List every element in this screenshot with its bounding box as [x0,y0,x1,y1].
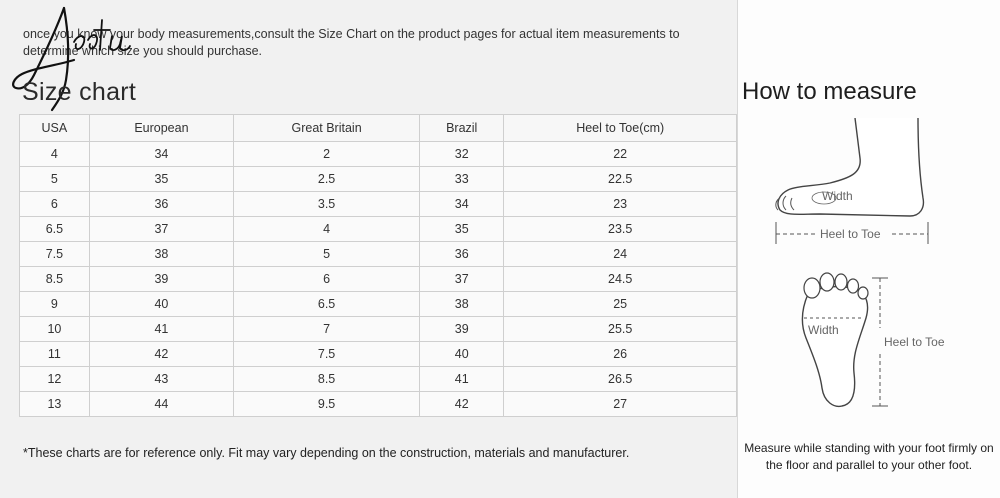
cell-usa: 6 [20,192,90,217]
cell-great-britain: 6 [234,267,420,292]
cell-great-britain: 3.5 [234,192,420,217]
cell-european: 35 [89,167,233,192]
table-row [20,242,737,267]
cell-european: 44 [89,392,233,417]
table-header-row [20,115,737,142]
size-table [19,114,737,417]
cell-great-britain: 7 [234,317,420,342]
intro-text: once you know your body measurements,consult the Size Chart on the product pages for actual item measurements to determine which size you should purchase. [23,27,680,58]
column-header-usa: USA [20,115,90,142]
column-header-brazil: Brazil [420,115,504,142]
cell-heel-to-toe: 24 [504,242,737,267]
table-row [20,192,737,217]
cell-european: 40 [89,292,233,317]
cell-european: 42 [89,342,233,367]
cell-usa: 10 [20,317,90,342]
cell-heel-to-toe: 24.5 [504,267,737,292]
cell-heel-to-toe: 26 [504,342,737,367]
table-row [20,367,737,392]
cell-great-britain: 6.5 [234,292,420,317]
cell-brazil: 35 [420,217,504,242]
sole-width-label: Width [808,323,839,337]
cell-usa: 5 [20,167,90,192]
cell-heel-to-toe: 22 [504,142,737,167]
cell-usa: 13 [20,392,90,417]
cell-brazil: 40 [420,342,504,367]
cell-european: 39 [89,267,233,292]
size-chart-title: Size chart [22,78,137,106]
column-header-great-britain: Great Britain [234,115,420,142]
table-row [20,267,737,292]
column-header-heel-to-toe: Heel to Toe(cm) [504,115,737,142]
cell-usa: 9 [20,292,90,317]
measure-note: Measure while standing with your foot firmly on the floor and parallel to your other foot. [744,441,994,472]
cell-heel-to-toe: 26.5 [504,367,737,392]
cell-european: 37 [89,217,233,242]
cell-heel-to-toe: 25 [504,292,737,317]
cell-heel-to-toe: 25.5 [504,317,737,342]
cell-usa: 12 [20,367,90,392]
cell-brazil: 38 [420,292,504,317]
cell-usa: 11 [20,342,90,367]
cell-european: 43 [89,367,233,392]
cell-heel-to-toe: 23.5 [504,217,737,242]
cell-great-britain: 2 [234,142,420,167]
table-row [20,342,737,367]
cell-european: 36 [89,192,233,217]
cell-heel-to-toe: 27 [504,392,737,417]
foot-measure-illustration [760,118,990,418]
cell-brazil: 39 [420,317,504,342]
cell-brazil: 33 [420,167,504,192]
cell-great-britain: 5 [234,242,420,267]
cell-great-britain: 2.5 [234,167,420,192]
foot-sole-icon [802,273,868,406]
cell-brazil: 42 [420,392,504,417]
cell-european: 41 [89,317,233,342]
cell-usa: 4 [20,142,90,167]
cell-great-britain: 7.5 [234,342,420,367]
how-to-measure-title: How to measure [742,78,917,105]
cell-brazil: 37 [420,267,504,292]
cell-heel-to-toe: 23 [504,192,737,217]
cell-usa: 8.5 [20,267,90,292]
table-row [20,217,737,242]
table-row [20,292,737,317]
cell-great-britain: 8.5 [234,367,420,392]
footnote: *These charts are for reference only. Fit may vary depending on the construction, materials and manufacturer. [23,446,630,460]
cell-european: 38 [89,242,233,267]
table-row [20,142,737,167]
cell-usa: 6.5 [20,217,90,242]
cell-great-britain: 4 [234,217,420,242]
sole-length-label: Heel to Toe [884,335,945,349]
cell-brazil: 41 [420,367,504,392]
cell-usa: 7.5 [20,242,90,267]
side-width-label: Width [822,189,853,203]
column-header-european: European [89,115,233,142]
cell-heel-to-toe: 22.5 [504,167,737,192]
table-row [20,167,737,192]
cell-brazil: 36 [420,242,504,267]
table-row [20,392,737,417]
cell-great-britain: 9.5 [234,392,420,417]
side-length-label: Heel to Toe [820,227,881,241]
cell-brazil: 34 [420,192,504,217]
cell-european: 34 [89,142,233,167]
table-row [20,317,737,342]
cell-brazil: 32 [420,142,504,167]
